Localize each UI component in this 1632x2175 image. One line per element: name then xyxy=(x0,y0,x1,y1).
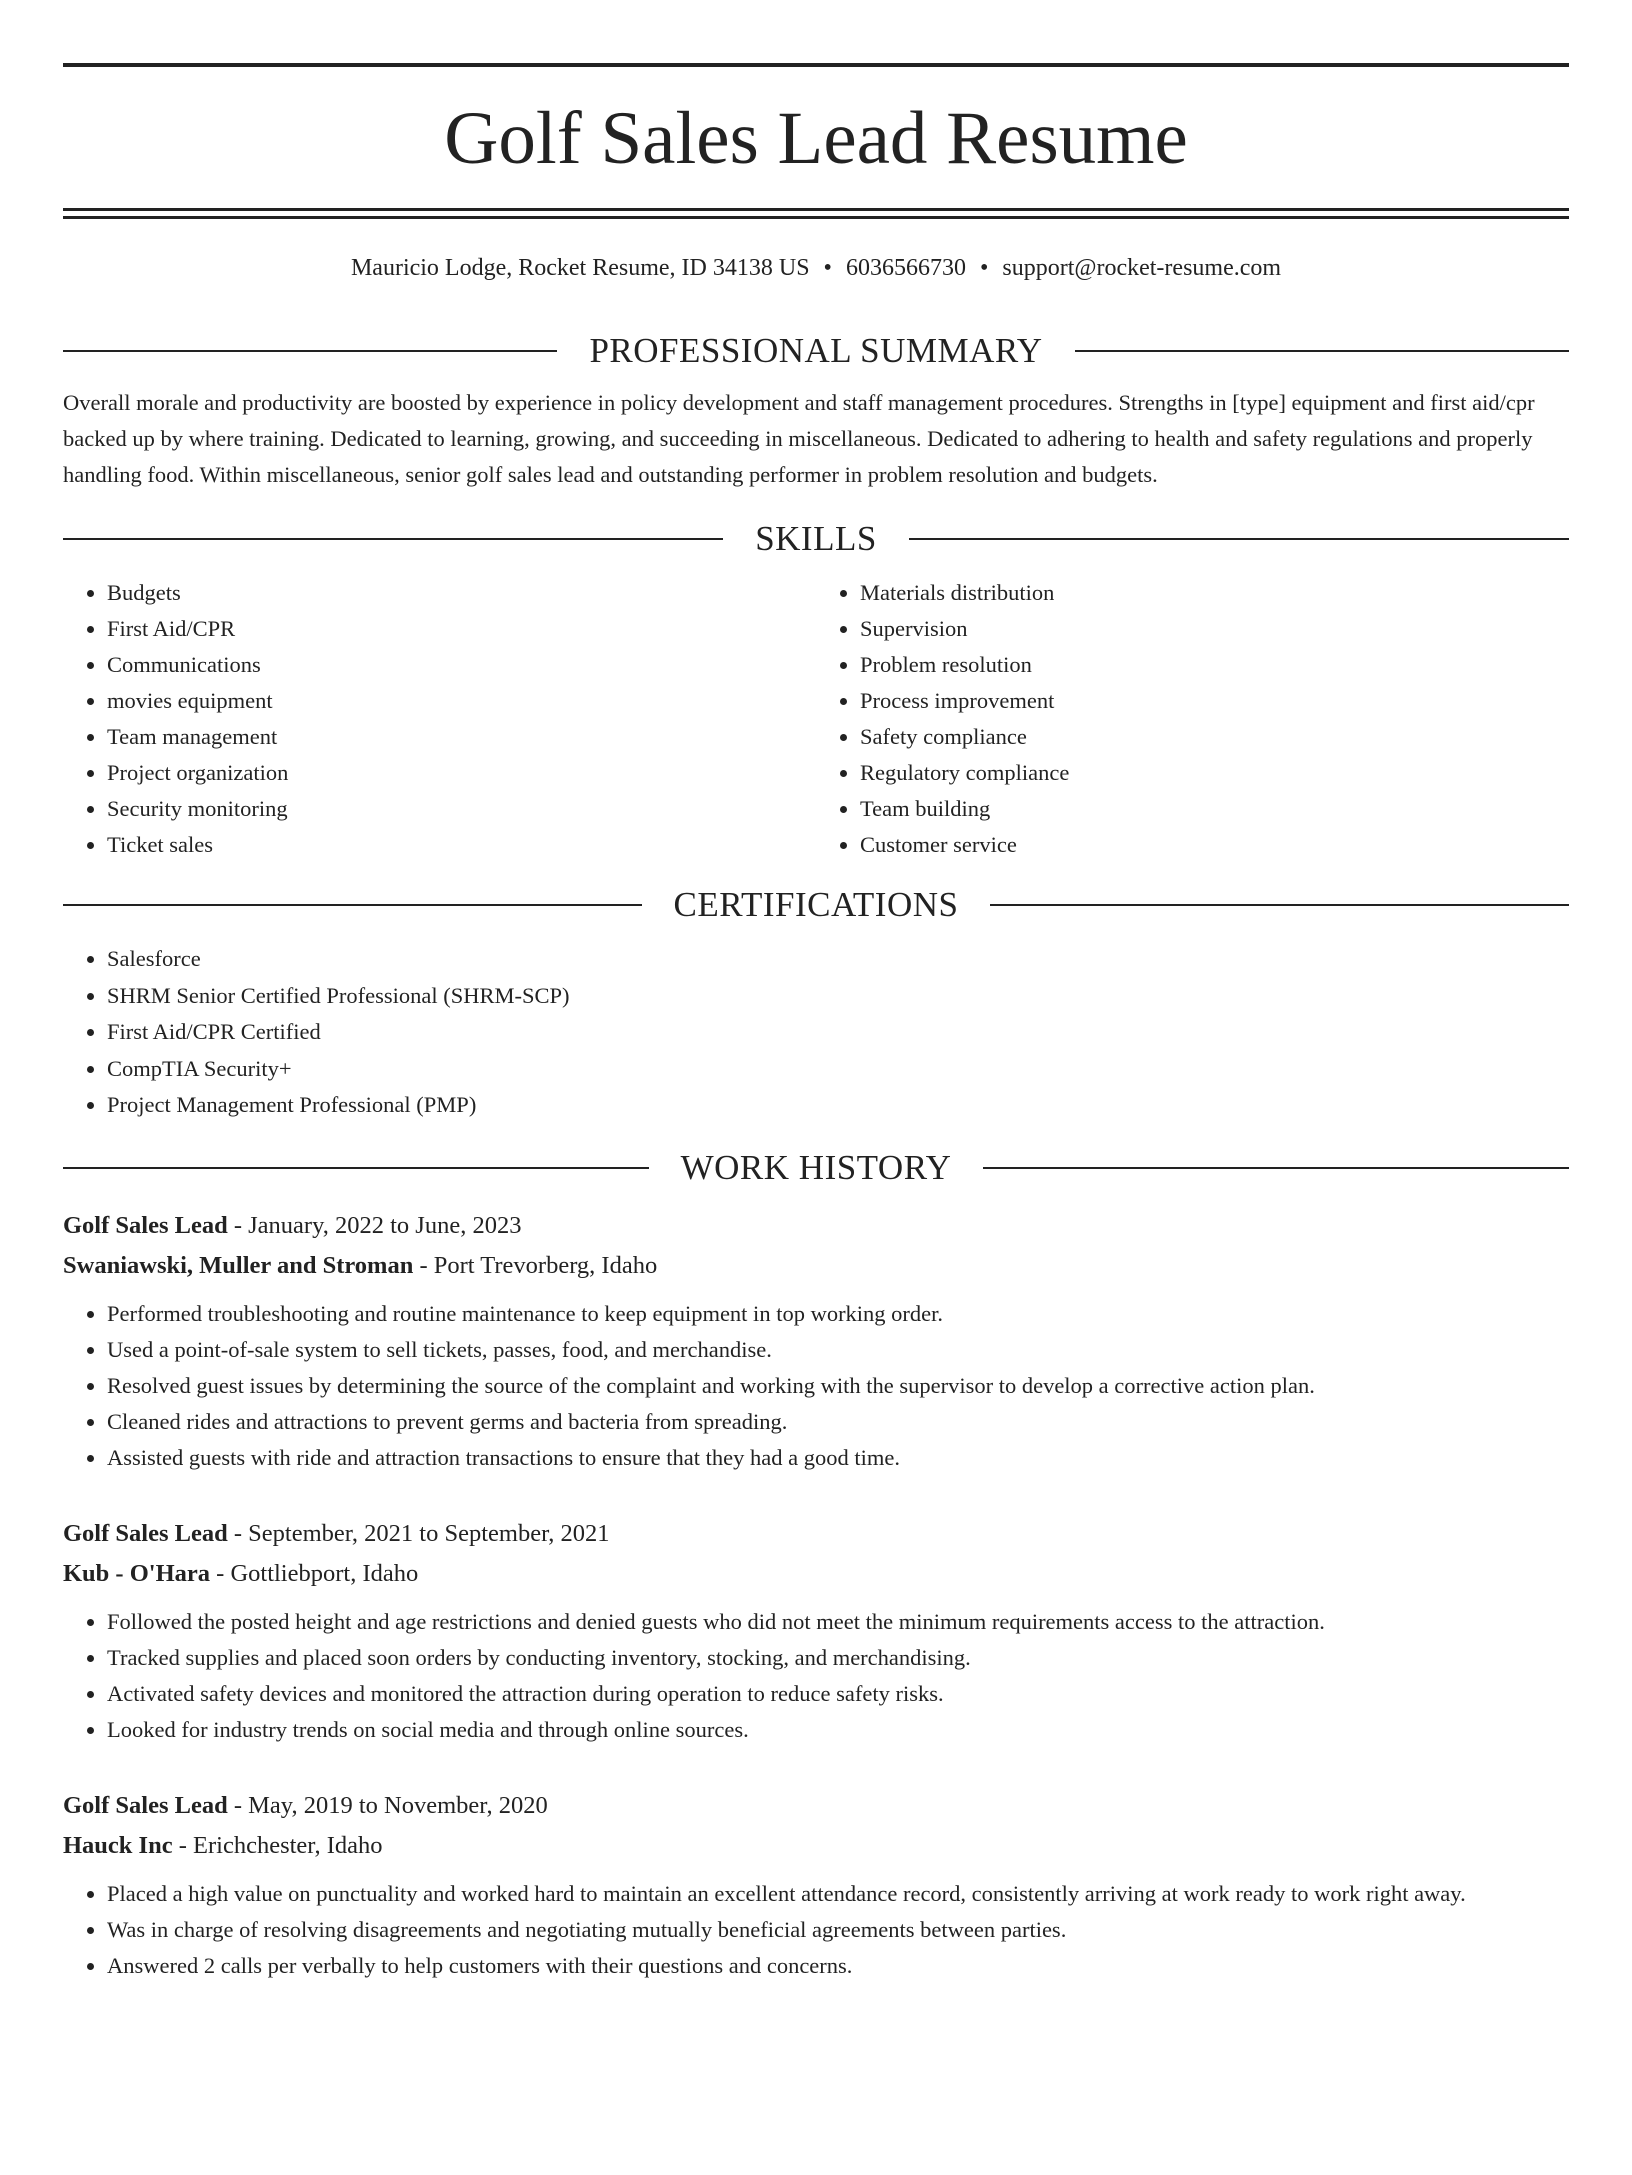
certification-item: • First Aid/CPR Certified xyxy=(107,1014,1569,1051)
job-bullet: • Activated safety devices and monitored the attraction during operation to reduce safety risks. xyxy=(107,1676,1569,1712)
skill-item: • Team management xyxy=(107,719,816,755)
job-bullet: • Answered 2 calls per verbally to help customers with their questions and concerns. xyxy=(107,1948,1569,1984)
job-bullet: • Resolved guest issues by determining the source of the complaint and working with the supervisor to develop a corrective action plan. xyxy=(107,1368,1569,1404)
job-company: Kub - O'Hara xyxy=(63,1559,211,1587)
skill-item: • Regulatory compliance xyxy=(860,755,1569,791)
job-dates: May, 2019 to November, 2020 xyxy=(248,1791,548,1819)
job-title: Golf Sales Lead xyxy=(63,1211,228,1239)
skill-item: • Supervision xyxy=(860,611,1569,647)
divider xyxy=(63,1167,649,1169)
skill-item: • Customer service xyxy=(860,827,1569,863)
job-company: Hauck Inc xyxy=(63,1831,173,1859)
contact-separator: • xyxy=(979,255,989,281)
divider xyxy=(909,538,1569,540)
contact-email: support@rocket-resume.com xyxy=(1002,255,1282,281)
work-history-list xyxy=(63,1206,1569,1984)
job-title: Golf Sales Lead xyxy=(63,1791,228,1819)
contact-separator: • xyxy=(823,255,832,281)
certification-item: • SHRM Senior Certified Professional (SHRM-SCP) xyxy=(107,978,1569,1015)
skill-item: • Communications xyxy=(107,647,816,683)
job-bullet: • Tracked supplies and placed soon orders by conducting inventory, stocking, and merchandising. xyxy=(107,1640,1569,1676)
dash: - xyxy=(227,1519,249,1547)
job-bullet: • Used a point-of-sale system to sell tickets, passes, food, and merchandise. xyxy=(107,1332,1569,1368)
skill-item: • Problem resolution xyxy=(860,647,1569,683)
skill-item: • Ticket sales xyxy=(107,827,816,863)
certification-item: • CompTIA Security+ xyxy=(107,1051,1569,1088)
resume-page xyxy=(0,63,1632,2175)
page-title: Golf Sales Lead Resume xyxy=(444,97,1188,180)
top-rule xyxy=(63,63,1569,67)
job-company-line xyxy=(63,1554,1569,1594)
job-entry xyxy=(63,1514,1569,1748)
title-double-rule xyxy=(63,208,1569,219)
job-bullet: • Assisted guests with ride and attraction transactions to ensure that they had a good time. xyxy=(107,1440,1569,1476)
job-location: Gottliebport, Idaho xyxy=(230,1559,419,1587)
job-title-line xyxy=(63,1786,1569,1826)
job-company: Swaniawski, Muller and Stroman xyxy=(63,1251,414,1279)
skill-item: • Project organization xyxy=(107,755,816,791)
divider xyxy=(990,904,1569,906)
section-heading-certifications xyxy=(63,885,1569,925)
section-title: PROFESSIONAL SUMMARY xyxy=(589,331,1043,370)
divider xyxy=(63,904,642,906)
divider xyxy=(63,538,723,540)
job-bullet: • Looked for industry trends on social media and through online sources. xyxy=(107,1712,1569,1748)
skill-item: • Budgets xyxy=(107,575,816,611)
certification-item: • Project Management Professional (PMP) xyxy=(107,1087,1569,1124)
section-heading-summary xyxy=(63,331,1569,371)
skill-item: • Team building xyxy=(860,791,1569,827)
skill-item: • First Aid/CPR xyxy=(107,611,816,647)
section-heading-skills xyxy=(63,519,1569,559)
skill-item: • Process improvement xyxy=(860,683,1569,719)
divider xyxy=(1075,350,1569,352)
job-dates: January, 2022 to June, 2023 xyxy=(248,1211,522,1239)
job-title-line xyxy=(63,1514,1569,1554)
dash: - xyxy=(227,1211,249,1239)
dash: - xyxy=(227,1791,249,1819)
dash: - xyxy=(210,1559,231,1587)
section-title: WORK HISTORY xyxy=(680,1147,952,1187)
job-title-line xyxy=(63,1206,1569,1246)
job-company-line xyxy=(63,1826,1569,1866)
divider xyxy=(63,350,557,352)
skill-item: • Security monitoring xyxy=(107,791,816,827)
job-bullets xyxy=(63,1876,1569,1984)
dash: - xyxy=(413,1251,434,1279)
job-bullet: • Followed the posted height and age restrictions and denied guests who did not meet the minimum requirements access to the attraction. xyxy=(107,1604,1569,1640)
skill-item: • Safety compliance xyxy=(860,719,1569,755)
skills-list-left xyxy=(63,575,816,863)
job-entry xyxy=(63,1786,1569,1984)
certifications-list xyxy=(63,941,1569,1124)
contact-address: Mauricio Lodge, Rocket Resume, ID 34138 US xyxy=(350,255,810,281)
job-bullets xyxy=(63,1296,1569,1476)
skills-columns xyxy=(63,575,1569,863)
section-title: SKILLS xyxy=(755,519,877,558)
job-bullet: • Cleaned rides and attractions to prevent germs and bacteria from spreading. xyxy=(107,1404,1569,1440)
section-heading-work-history xyxy=(63,1148,1569,1188)
job-bullet: • Placed a high value on punctuality and worked hard to maintain an excellent attendance record, consistently arriving at work ready to work right away. xyxy=(107,1876,1569,1912)
summary-text: Overall morale and productivity are boosted by experience in policy development and staff management procedures. Strengths in [type] equipment and first aid/cpr backed up by where training. Dedicated to learning, growing, and succeeding in miscellaneous. Dedicated to adhering to health and safety regulations and properly handling food. Within miscellaneous, senior golf sales lead and outstanding performer in problem resolution and budgets. xyxy=(63,390,1535,487)
contact-phone: 6036566730 xyxy=(845,255,966,281)
job-bullets xyxy=(63,1604,1569,1748)
dash: - xyxy=(172,1831,194,1859)
divider xyxy=(983,1167,1569,1169)
job-location: Erichchester, Idaho xyxy=(193,1831,383,1859)
job-entry xyxy=(63,1206,1569,1476)
contact-line xyxy=(63,253,1569,283)
skill-item: • movies equipment xyxy=(107,683,816,719)
job-bullet: • Was in charge of resolving disagreements and negotiating mutually beneficial agreements between parties. xyxy=(107,1912,1569,1948)
job-location: Port Trevorberg, Idaho xyxy=(433,1251,658,1279)
skills-list-right xyxy=(816,575,1569,863)
job-company-line xyxy=(63,1246,1569,1286)
job-bullet: • Performed troubleshooting and routine maintenance to keep equipment in top working order. xyxy=(107,1296,1569,1332)
certification-item: • Salesforce xyxy=(107,941,1569,978)
section-title: CERTIFICATIONS xyxy=(673,885,959,924)
job-dates: September, 2021 to September, 2021 xyxy=(248,1519,610,1547)
skill-item: • Materials distribution xyxy=(860,575,1569,611)
job-title: Golf Sales Lead xyxy=(63,1519,228,1547)
